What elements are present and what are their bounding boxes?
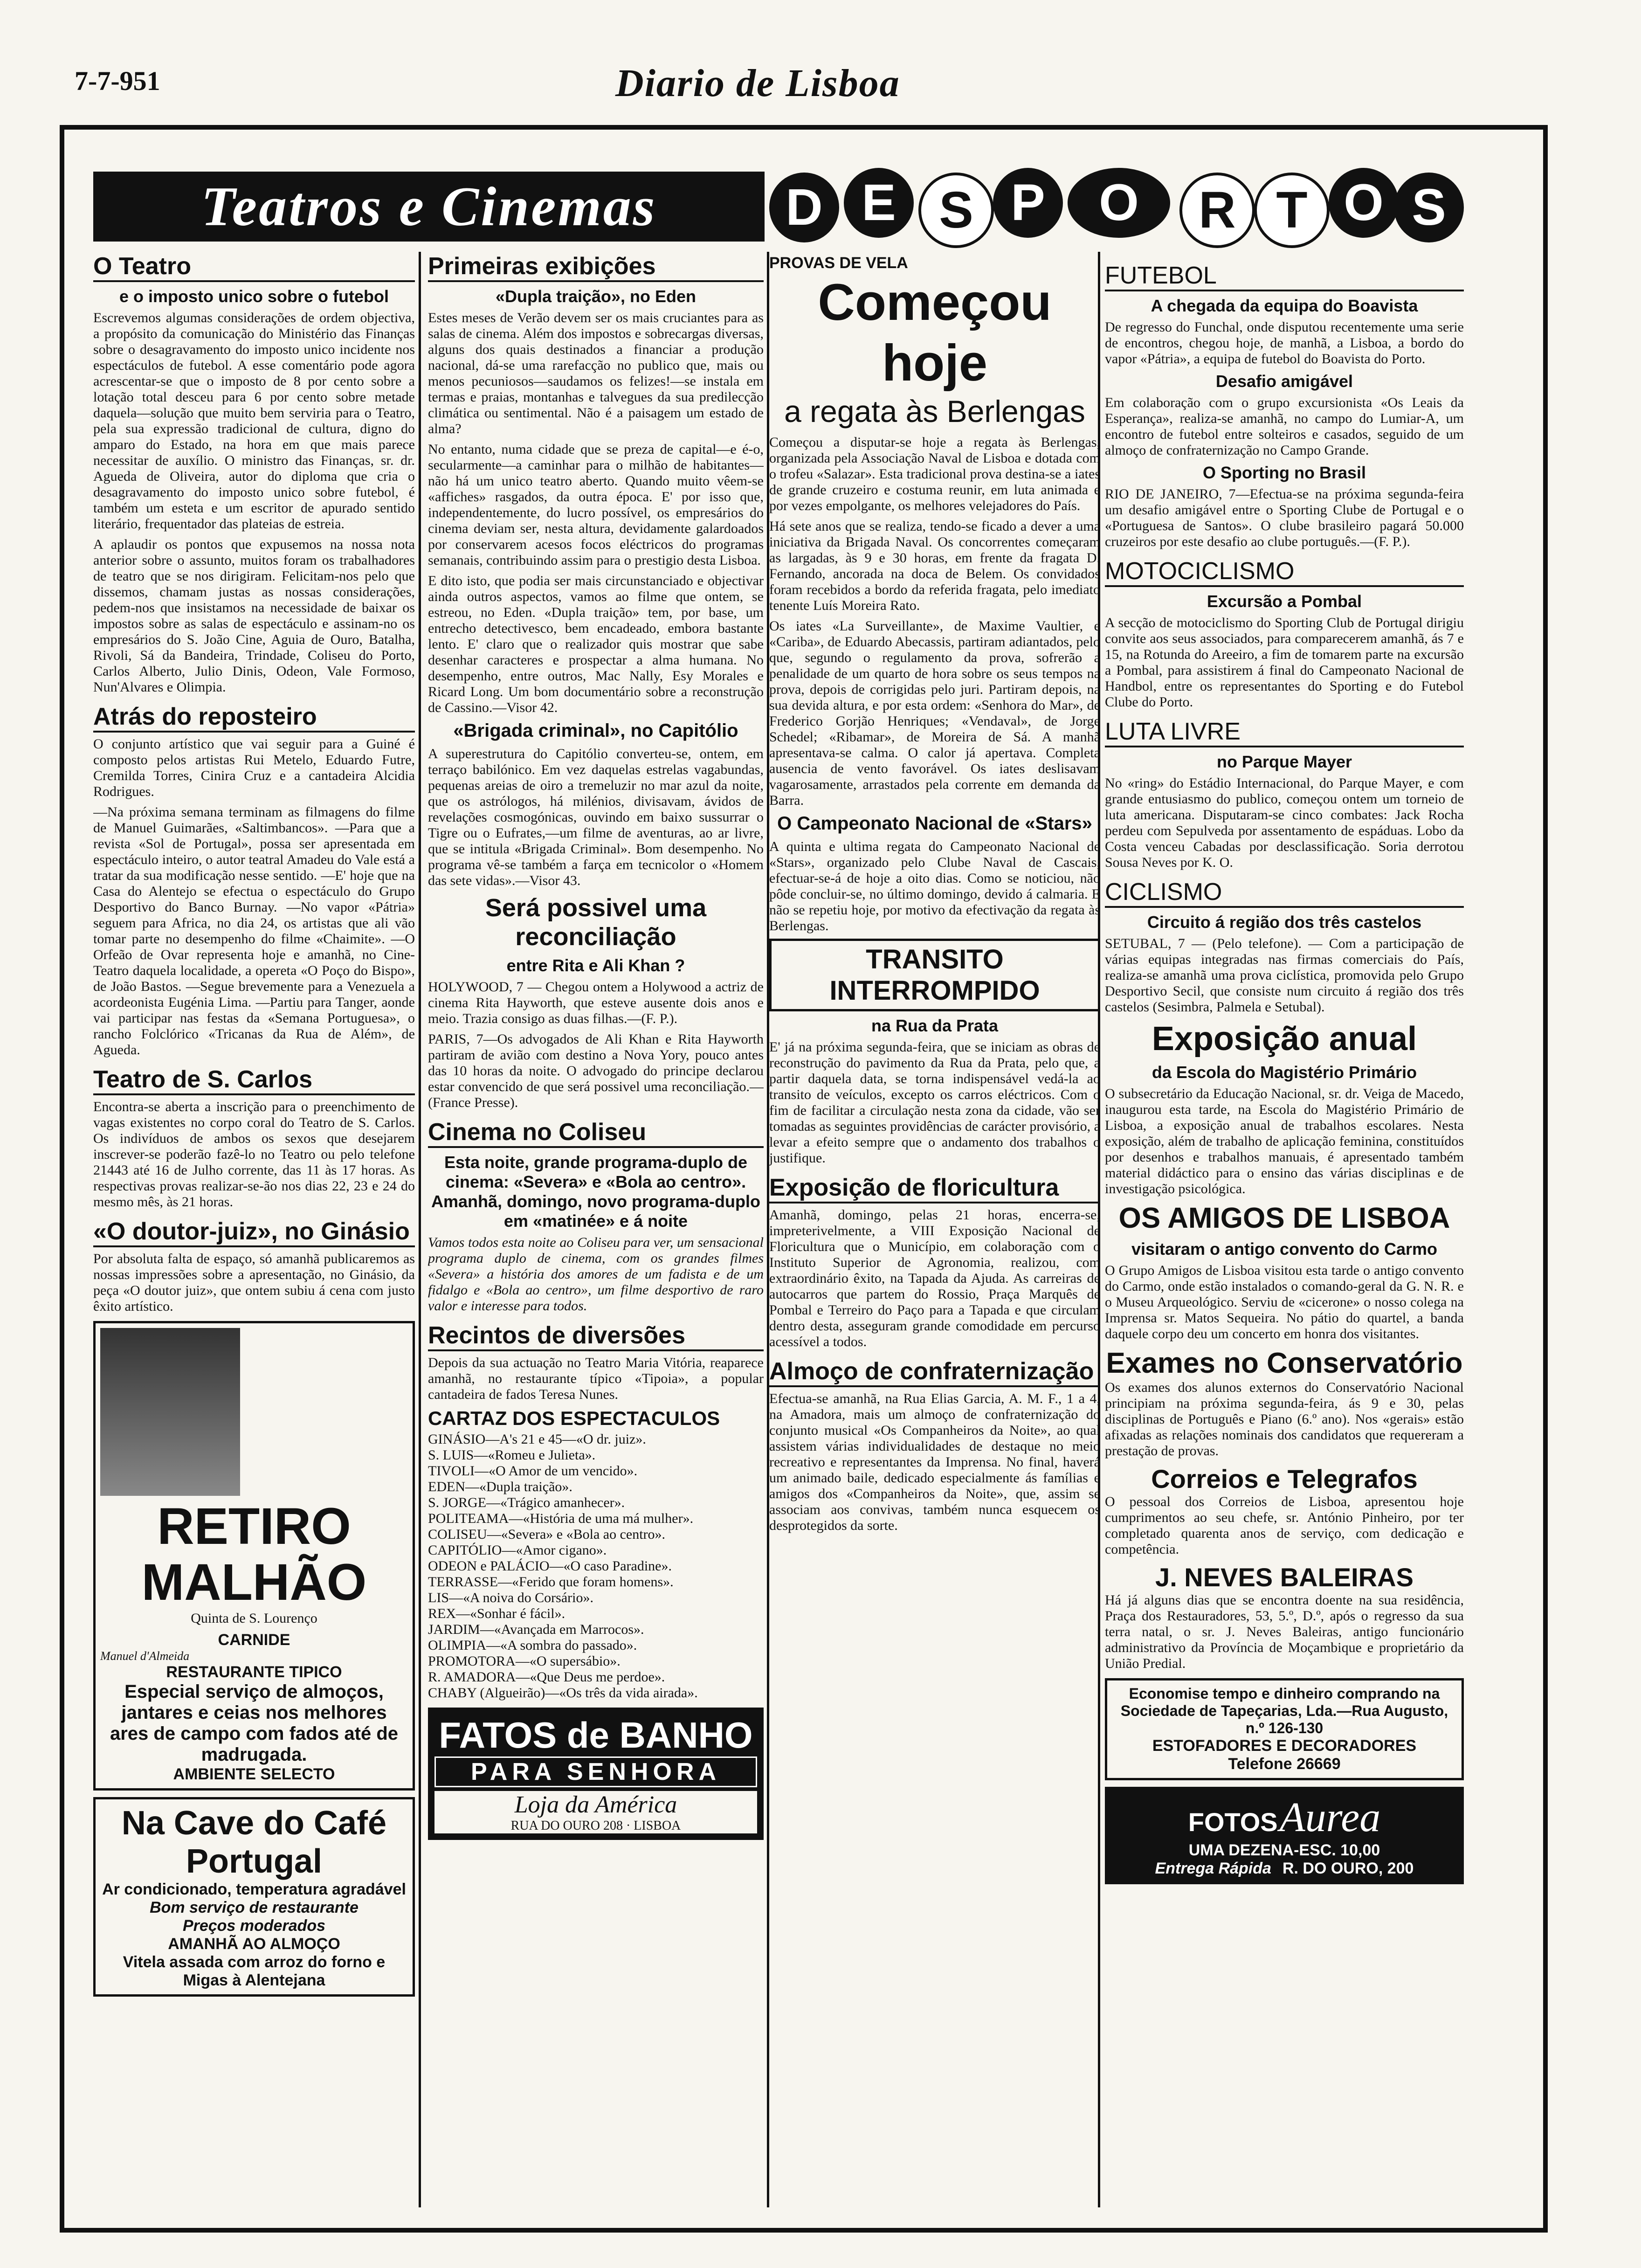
ad-title: Aurea: [1279, 1794, 1381, 1840]
column-sports-news: [1105, 254, 1464, 2207]
section-title: O Teatro: [93, 252, 415, 282]
listing-item: TERRASSE—«Ferido que foram homens».: [428, 1574, 674, 1590]
article-paragraph: E dito isto, que podia ser mais circunstanciado e objectivar ainda outros aspectos, vamos ao filme que ontem, se estreou, no Eden. «Dupla traição» tem, por base, um entrecho detectivesco, bem encadeado, embora bastante lento. E' claro que o realizador quis mostrar que sabe desenhar caracteres e prospectar a alma humana. No desempenho, entre outros, Mac Nally, Esy Morales e Ricard Long. Um bom documentário sobre a reconstrução de Cassino.—Visor 42.: [428, 573, 764, 715]
section-subtitle: no Parque Mayer: [1216, 752, 1352, 771]
banner-letter: T: [1254, 173, 1330, 248]
section-subtitle: Esta noite, grande programa-duplo de cinema: «Severa» e «Bola ao centro». Amanhã, domingo, novo programa-duplo em «matinée» e á noite: [431, 1153, 760, 1231]
listings: [428, 1431, 764, 1701]
section-title: Será possivel uma reconciliação: [485, 894, 707, 951]
column-cinema: [428, 245, 764, 2207]
section-subtitle: A chegada da equipa do Boavista: [1151, 296, 1418, 315]
section-subtitle: O Sporting no Brasil: [1202, 463, 1366, 482]
section-title: Primeiras exibições: [428, 252, 764, 282]
article-paragraph: Os iates «La Surveillante», de Maxime Vaultier, e «Cariba», de Eduardo Abecassis, partiram adiantados, pelo que, segundo o regulamento da prova, sofrerão a penalidade de um quarto de hora sobre os seus tempos na prova, depois de corrigidas pelo juri. Partiram depois, na sua devida altura, e por esta ordem: «Senhora do Mar», de Frederico Gorjão Henriques; «Vendaval», de Jorge Schedel; «Ribamar», de Moreira de Sá. A manhã apresentava-se calma. O calor já apertava. Completa ausencia de vento favorável. Os iates deslisavam vagarosamente, arrastados pela corrente em demanda da Barra.: [769, 618, 1100, 808]
section-subtitle: entre Rita e Ali Khan ?: [506, 956, 685, 975]
section-subtitle: Circuito á região dos três castelos: [1147, 913, 1422, 932]
article-paragraph: Os exames dos alunos externos do Conservatório Nacional principiam na próxima segunda-feira, ás 9 e 30, pelas disciplinas de Português e Piano (6.º ano). Nos «gerais» estão afixadas as relações nominais dos candidatos que requereram a prestação de provas.: [1105, 1380, 1464, 1459]
article-paragraph: No «ring» do Estádio Internacional, do Parque Mayer, e com grande entusiasmo do publico, começou ontem um torneio de luta americana. Disputaram-se cinco combates: Jack Rocha perdeu com Sepulveda por assentamento de espáduas. Lobo da Costa venceu Cabadas por desclassificação. Soria derrotou Sousa Neves por K. O.: [1105, 775, 1464, 870]
article-paragraph: O subsecretário da Educação Nacional, sr. dr. Veiga de Macedo, inaugurou esta tarde, na Escola do Magistério Primário de Lisboa, a exposição anual de trabalhos escolares. Nesta exposição, além de trabalho de aplicação feminina, constituídos por desenhos e trabalhos manuais, é apresentado também material didáctico para o ensino das várias disciplinas e de investigação psicológica.: [1105, 1086, 1464, 1196]
article-paragraph: Efectua-se amanhã, na Rua Elias Garcia, A. M. F., 1 a 4, na Amadora, mais um almoço de confraternização do conjunto musical «Os Companheiros da Noite», ao qual assistem várias individualidades de destaque no meio recreativo e representantes da Imprensa. No final, haverá um animado baile, dedicado especialmente ás famílias e amigos dos «Companheiros da Noite», que, assim se associam aos convivas, também nunca esquecem os desprotegidos da sorte.: [769, 1391, 1100, 1533]
ad-text: Preços moderados: [182, 1917, 326, 1935]
ad-title: Na Cave do Café Portugal: [121, 1805, 387, 1880]
listing-item: LIS—«A noiva do Corsário».: [428, 1590, 593, 1605]
article-paragraph: E' já na próxima segunda-feira, que se iniciam as obras de reconstrução do pavimento da Rua da Prata, pelo que, a partir daquela data, se torna indispensável vedá-la ao transito de veículos, excepto os carros eléctricos. Com o fim de facilitar a circulação nesta zona da cidade, vão ser tomadas as seguintes providências de carácter provisório, a levar a efeito sempre que o andamento dos trabalhos o justifique.: [769, 1039, 1100, 1166]
ad-text: R. DO OURO, 200: [1282, 1860, 1414, 1877]
article-paragraph: Estes meses de Verão devem ser os mais cruciantes para as salas de cinema. Além dos impostos e sobrecargas diversas, alguns dos quais destinados a financiar a produção nacional, dá-se uma rarefacção no publico que, mais ou menos pecuniosos—saudamos os felizes!—se instala em termas e praias, montanhas e talvegues da sua predilecção climática ou sentimental. Não é a paisagem um estado de alma?: [428, 310, 764, 436]
ad-text: Telefone 26669: [1228, 1755, 1341, 1773]
ad-title: FOTOS: [1188, 1807, 1278, 1837]
listing-item: TIVOLI—«O Amor de um vencido».: [428, 1463, 638, 1479]
ad-title: PARA SENHORA: [434, 1756, 757, 1787]
section-title: Exposição anual: [1151, 1020, 1417, 1058]
section-subtitle: na Rua da Prata: [871, 1016, 999, 1035]
ad-text: RESTAURANTE TIPICO: [166, 1663, 342, 1681]
section-subtitle: Excursão a Pombal: [1207, 592, 1362, 611]
article-paragraph: O conjunto artístico que vai seguir para a Guiné é composto pelos artistas Rui Metelo, Eduardo Futre, Cremilda Torres, Cinira Cruz e a cantadeira Alcidia Rodrigues.: [93, 736, 415, 799]
section-title: LUTA LIVRE: [1105, 718, 1464, 747]
headline: Começou hoje: [818, 274, 1052, 392]
section-title: OS AMIGOS DE LISBOA: [1118, 1202, 1450, 1234]
section-title: Atrás do reposteiro: [93, 703, 415, 733]
section-title: FUTEBOL: [1105, 262, 1464, 291]
section-title: Almoço de confraternização: [769, 1357, 1100, 1387]
article-paragraph: O Grupo Amigos de Lisboa visitou esta tarde o antigo convento do Carmo, onde estão instalados o comando-geral da G. N. R. e o Museu Arqueológico. Serviu de «cicerone» o nosso colega na Imprensa sr. Matos Sequeira. No pátio do quartel, a banda daquele corpo deu um concerto em honra dos visitantes.: [1105, 1263, 1464, 1341]
article-paragraph: A aplaudir os pontos que expusemos na nossa nota anterior sobre o assunto, muitos foram os trabalhadores de teatro que se nos dirigiram. Felicitam-nos pelo que dissemos, chamam justas as nossas considerações, pedem-nos que insistamos na necessidade de baixar os impostos sobre as salas de espectáculo e assinam-no os empresários do S. João Cine, Aguia de Ouro, Batalha, Rivoli, Sá da Bandeira, Trindade, Coliseu do Porto, Carlos Alberto, Julio Dinis, Odeon, Vale Formoso, Nun'Alvares e Olimpia.: [93, 537, 415, 695]
ad-text: UMA DEZENA-ESC. 10,00: [1188, 1841, 1380, 1859]
cafe-portugal-ad: [93, 1797, 415, 1997]
ad-text: Loja da América: [434, 1791, 757, 1819]
article-paragraph: SETUBAL, 7 — (Pelo telefone). — Com a participação de várias equipas integradas nas firmas comerciais do País, realiza-se amanhã uma prova ciclística, promovida pelo Grupo Desportivo Secil, que consiste num circuito á região dos três castelos (Sesimbra, Palmela e Setubal).: [1105, 936, 1464, 1015]
listing-item: CHABY (Algueirão)—«Os três da vida airada».: [428, 1685, 698, 1701]
article-paragraph: Por absoluta falta de espaço, só amanhã publicaremos as nossas impressões sobre a apresentação, no Ginásio, da peça «O doutor juiz», que ontem subiu á cena com justo êxito artístico.: [93, 1251, 415, 1314]
ad-text: AMBIENTE SELECTO: [173, 1765, 335, 1783]
listing-item: JARDIM—«Avançada em Marrocos».: [428, 1622, 644, 1637]
swimsuit-ad: [428, 1708, 764, 1840]
section-title: J. NEVES BALEIRAS: [1155, 1563, 1413, 1592]
portrait-photo: [100, 1328, 240, 1496]
column-sailing: [769, 254, 1100, 2207]
ad-title: MALHÃO: [141, 1554, 367, 1611]
ad-title: RETIRO: [157, 1498, 351, 1555]
article-paragraph: De regresso do Funchal, onde disputou recentemente uma serie de encontros, chegou hoje, de manhã, a Lisboa, a bordo do vapor «Pátria», a equipa de futebol do Boavista do Porto.: [1105, 319, 1464, 366]
section-title: Cinema no Coliseu: [428, 1118, 764, 1148]
section-title: O Campeonato Nacional de «Stars»: [777, 813, 1092, 834]
retiro-malhao-ad: [93, 1321, 415, 1791]
fotos-aurea-ad: [1105, 1787, 1464, 1884]
section-title: MOTOCICLISMO: [1105, 557, 1464, 587]
article-paragraph: Em colaboração com o grupo excursionista «Os Leais da Esperança», realiza-se amanhã, no campo do Lumiar-A, um encontro de futebol entre solteiros e casados, seguido de um almoço de confraternização no Campo Grande.: [1105, 395, 1464, 458]
theatre-cinema-banner: Teatros e Cinemas: [93, 172, 765, 242]
article-paragraph: PARIS, 7—Os advogados de Ali Khan e Rita Hayworth partiram de avião com destino a Nova Yory, pouco antes das 10 horas da noite. O advogado do principe declarou estar convencido de que será possivel uma reconciliação.—(France Presse).: [428, 1031, 764, 1110]
section-subtitle: visitaram o antigo convento do Carmo: [1131, 1239, 1438, 1258]
article-paragraph: Escrevemos algumas considerações de ordem objectiva, a propósito da comunicação do Ministério das Finanças sobre o desagravamento do imposto unico incidente nos espectáculos de futebol. A esse comentário pode agora acrescentar-se que o imposto de 8 por cento sobre a lotação total desceu para 6 por cento sobre metade daquela—solução que muito bem serviria para o Teatro, pela sua expressão tradicional de cultura, digno do amparo do Estado, na hora em que mais parece necessitar de auxílio. O ministro das Finanças, sr. dr. Agueda de Oliveira, autor do diploma que cria o desagravamento do imposto unico sobre futebol, é também um esteta e um escritor de apurado sentido literário, frequentador das plateias de estreia.: [93, 310, 415, 532]
column-theatre: [93, 245, 415, 2207]
section-title: Recintos de diversões: [428, 1321, 764, 1351]
article-paragraph: Vamos todos esta noite ao Coliseu para ver, um sensacional programa duplo de cinema, com os grandes filmes «Severa» a história dos amores de um fadista e de um fidalgo e «Bola ao centro», um filme desportivo de raro valor e interesse para todos.: [428, 1235, 764, 1314]
ad-title: FATOS de BANHO: [439, 1715, 753, 1756]
section-title: CARTAZ DOS ESPECTACULOS: [428, 1407, 720, 1429]
tapecarias-ad: [1105, 1678, 1464, 1780]
section-title: CICLISMO: [1105, 878, 1464, 908]
ad-text: Ar condicionado, temperatura agradável: [102, 1881, 406, 1898]
section-subtitle: e o imposto unico sobre o futebol: [119, 287, 389, 306]
banner-letter: O: [1068, 168, 1170, 238]
listing-item: PROMOTORA—«O supersábio».: [428, 1653, 621, 1669]
banner-letter: O: [1329, 168, 1399, 238]
listing-item: GINÁSIO—A's 21 e 45—«O dr. juiz».: [428, 1431, 646, 1447]
listing-item: EDEN—«Dupla traição».: [428, 1479, 572, 1494]
article-paragraph: HOLYWOOD, 7 — Chegou ontem a Holywood a actriz de cinema Rita Hayworth, que esteve ausente dois anos e meio. Trazia consigo as duas filhas.—(F. P.).: [428, 979, 764, 1026]
ad-text: Vitela assada com arroz do forno e Migas à Alentejana: [123, 1953, 386, 1989]
article-paragraph: No entanto, numa cidade que se preza de capital—e é-o, secularmente—a caminhar para o milhão de habitantes—não há um unico teatro aberto. Quando muito vêem-se «affiches» rasgados, da outra época. E' por isso que, independentemente, do lucro possível, os empresários do cinema deviam ser, nesta altura, devidamente galardoados por conservarem acesos focos eléctricos do programas semanais, contribuindo assim para o prestigio desta Lisboa.: [428, 442, 764, 568]
ad-text: RUA DO OURO 208 · LISBOA: [434, 1819, 757, 1833]
article-paragraph: RIO DE JANEIRO, 7—Efectua-se na próxima segunda-feira um desafio amigável entre o Sporting Clube de Portugal e o «Portuguesa de Santos». O clube brasileiro pagará 50.000 cruzeiros por este desafio ao clube português.—(F. P.).: [1105, 486, 1464, 549]
column-rule: [419, 252, 421, 2207]
listing-item: S. LUIS—«Romeu e Julieta».: [428, 1447, 596, 1463]
subheadline: a regata às Berlengas: [784, 394, 1085, 429]
article-paragraph: Há sete anos que se realiza, tendo-se ficado a dever a uma iniciativa da Brigada Naval. Os concorrentes começaram as largadas, às 9 e 30 horas, em frente da fragata D. Fernando, ancorada na doca de Belem. Os convidados foram recebidos a bordo da referida fragata, pelo imediato tenente Luís Moreira Rato.: [769, 519, 1100, 613]
page-date: 7-7-951: [75, 66, 160, 96]
banner-letter: P: [993, 168, 1063, 238]
listing-item: R. AMADORA—«Que Deus me perdoe».: [428, 1669, 665, 1685]
ad-text: Economise tempo e dinheiro comprando na Sociedade de Tapeçarias, Lda.—Rua Augusto, n.º 126-130: [1120, 1685, 1448, 1736]
article-paragraph: A secção de motociclismo do Sporting Club de Portugal dirigiu convite aos seus associados, para comparecerem amanhã, ás 7 e 15, na Rotunda do Areeiro, a fim de tomarem parte na excursão a Pombal, para assistirem á final do Campeonato Nacional de Handbol, entre os representantes do Sporting e do Futebol Clube do Porto.: [1105, 615, 1464, 710]
article-paragraph: Há já alguns dias que se encontra doente na sua residência, Praça dos Restauradores, 53, 5.º, D.º, após o regresso da sua terra natal, o sr. J. Neves Baleiras, antigo funcionário administrativo da Província de Moçambique e proprietário da União Predial.: [1105, 1592, 1464, 1671]
ad-text: Especial serviço de almoços, jantares e ceias nos melhores ares de campo com fados até de madrugada.: [110, 1681, 398, 1765]
section-title: TRANSITO INTERROMPIDO: [769, 939, 1100, 1011]
article-paragraph: Começou a disputar-se hoje a regata às Berlengas, organizada pela Associação Naval de Lisboa e dotada com o trofeu «Salazar». Esta tradicional prova destina-se a iates de grande cruzeiro e costuma reunir, em luta animada e por vezes empolgante, os melhores velejadores do País.: [769, 435, 1100, 513]
listing-item: S. JORGE—«Trágico amanhecer».: [428, 1495, 625, 1510]
section-title: Teatro de S. Carlos: [93, 1065, 415, 1095]
listing-item: ODEON e PALÁCIO—«O caso Paradine».: [428, 1558, 672, 1574]
article-paragraph: O pessoal dos Correios de Lisboa, apresentou hoje cumprimentos ao seu chefe, sr. António Pinheiro, por ter completado quarenta anos de serviço, com dedicação e competência.: [1105, 1494, 1464, 1557]
kicker: PROVAS DE VELA: [769, 254, 908, 272]
article-paragraph: A superestrutura do Capitólio converteu-se, ontem, em terraço babilónico. Em vez daquelas estrelas vagabundas, pequenas areias de oiro a tremeluzir no mar azul da noite, que os astrólogos, há milénios, divisavam, ávidos de revelações cosmogónicas, ouvindo em baixo sussurrar o Tigre ou o Eufrates,—um filme de aventuras, ao ar livre, que se intitula «Brigada Criminal». Bom desempenho. No programa vê-se também a farça em tecnicolor o «Homem das sete vidas».—Visor 43.: [428, 746, 764, 888]
ad-text: Bom serviço de restaurante: [150, 1899, 359, 1916]
section-title: Exposição de floricultura: [769, 1174, 1100, 1203]
section-title: «O doutor-juiz», no Ginásio: [93, 1217, 415, 1247]
article-paragraph: Depois da sua actuação no Teatro Maria Vitória, reaparece amanhã, no restaurante típico «Tipoia», a popular cantadeira de fados Teresa Nunes.: [428, 1355, 764, 1402]
banner-letter: D: [769, 173, 839, 242]
section-subtitle: «Dupla traição», no Eden: [495, 287, 696, 306]
banner-letter: S: [1394, 173, 1464, 242]
newspaper-title: Diario de Lisboa: [615, 62, 900, 105]
ad-text: Entrega Rápida: [1155, 1860, 1271, 1877]
ad-text: AMANHÃ AO ALMOÇO: [168, 1935, 340, 1953]
photo-caption: Manuel d'Almeida: [100, 1649, 190, 1663]
section-title: Correios e Telegrafos: [1151, 1464, 1418, 1494]
section-subtitle: Desafio amigável: [1215, 372, 1353, 391]
listing-item: OLIMPIA—«A sombra do passado».: [428, 1638, 637, 1653]
listing-item: COLISEU—«Severa» e «Bola ao centro».: [428, 1527, 666, 1542]
sports-banner: [769, 168, 1469, 247]
listing-item: REX—«Sonhar é fácil».: [428, 1606, 565, 1621]
article-paragraph: —Na próxima semana terminam as filmagens do filme de Manuel Guimarães, «Saltimbancos». —Para que a revista «Sol de Portugal», possa ser apresentada em espectáculo inteiro, o autor teatral Amadeu do Vale está a tratar da sua modificação nesse sentido. —E' hoje que na Casa do Alentejo se efectua o espectáculo do Grupo Desportivo do Banco Burnay. —No vapor «Pátria» seguem para Africa, no dia 24, os artistas que ali vão tomar parte no desempenho do filme «Chaimite». —O Orfeão de Ovar representa hoje e amanhã, no Cine-Teatro daquela localidade, a opereta «O Poço do Bispo», de João Bastos. —Segue brevemente para a Venezuela a acordeonista Eugénia Lima. —Partiu para Tanger, aonde vai participar nas festas da «Semana Portuguesa», o rancho Folclórico «Tricanas da Rua de Além», de Agueda.: [93, 804, 415, 1058]
banner-letter: S: [918, 173, 994, 248]
article-paragraph: A quinta e ultima regata do Campeonato Nacional de «Stars», organizado pelo Clube Naval de Cascais, efectuar-se-á de hoje a oito dias. Como se noticiou, não pôde concluir-se, no último domingo, devido á calmaria. E não se repetiu hoje, por motivo da efectivação da regata às Berlengas.: [769, 839, 1100, 933]
ad-text: CARNIDE: [218, 1631, 290, 1649]
section-subtitle: da Escola do Magistério Primário: [1151, 1063, 1417, 1082]
banner-letter: R: [1179, 173, 1255, 248]
article-paragraph: Encontra-se aberta a inscrição para o preenchimento de vagas existentes no corpo coral do Teatro de S. Carlos. Os indivíduos de ambos os sexos que desejarem inscrever-se poderão fazê-lo no Teatro ou pelo telefone 21443 até 16 de Julho corrente, das 11 às 17 horas. As respectivas provas realizar-se-ão nos dias 22, 23 e 24 do mesmo mês, às 21 horas.: [93, 1099, 415, 1210]
listing-item: CAPITÓLIO—«Amor cigano».: [428, 1542, 607, 1558]
ad-text: ESTOFADORES E DECORADORES: [1152, 1737, 1417, 1755]
article-paragraph: Amanhã, domingo, pelas 21 horas, encerra-se, impreterivelmente, a VIII Exposição Nacional de Floricultura que o Município, em colaboração com o Instituto Superior de Agronomia, realizou, com extraordinário êxito, na Tapada da Ajuda. As carreiras de autocarros que partem do Rossio, Praça Marquês de Pombal e Terreiro do Paço para a Tapada e que circulam dentro desta, asseguram grande comodidade em percurso acessível a todos.: [769, 1207, 1100, 1349]
ad-text: Quinta de S. Lourenço: [191, 1611, 317, 1626]
listing-item: POLITEAMA—«História de uma má mulher».: [428, 1511, 694, 1526]
banner-letter: E: [844, 168, 914, 238]
section-title: «Brigada criminal», no Capitólio: [453, 720, 738, 741]
section-title: Exames no Conservatório: [1106, 1347, 1463, 1379]
